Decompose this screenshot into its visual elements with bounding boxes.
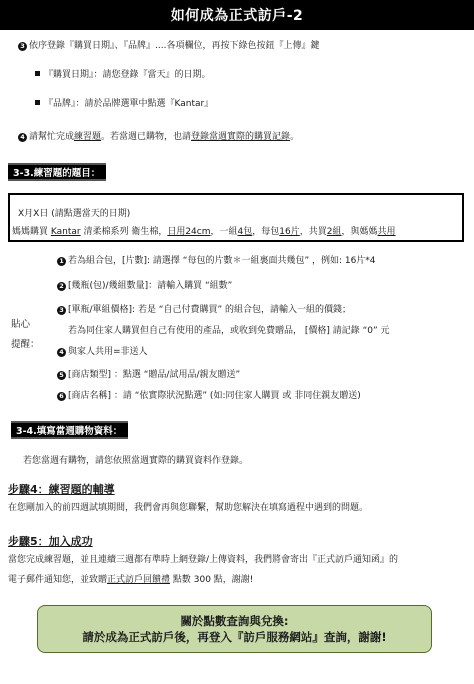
ex-i: ，共買 (299, 227, 327, 237)
bullet-square-icon (35, 100, 40, 105)
ex-g: ，每包 (252, 227, 280, 237)
page-title: 如何成為正式訪戶-2 (0, 0, 474, 30)
point4-practice-link: 練習題 (74, 132, 102, 142)
number-2-icon: 2 (57, 282, 66, 291)
tip-3b: 若為同住家人購買但自己有使用的產品，或收到免費贈品， [價格] 請記錄 “0” 元 (68, 326, 390, 336)
tip-1 (57, 255, 376, 268)
step3-intro (18, 40, 319, 53)
section-3-3-label: 3-3.練習題的題目： (8, 163, 106, 181)
step4-title: 步驟4：練習題的輔導 (8, 483, 115, 496)
number-5-icon: 5 (57, 371, 66, 380)
tip-5 (57, 369, 240, 382)
tip-2 (57, 280, 232, 293)
points-info-title: 關於點數查詢與兌換: (180, 613, 289, 628)
bullet-purchase-date (35, 69, 211, 82)
step4-text: 在您剛加入的前四週試填期間，我們會再與您聯繫，幫助您解決在填寫過程中遇到的問題。 (8, 503, 369, 513)
step5-text-1: 當您完成練習題，並且連續三週都有準時上網登錄/上傳資料，我們將會寄出『正式訪戶通知函』的 (8, 555, 399, 565)
ex-shared: 共用 (377, 227, 396, 237)
bullet-purchase-date-text: 『購買日期』：請您登錄『當天』的日期。 (44, 70, 211, 80)
step3-point4 (18, 131, 299, 144)
ex-e: ，一組 (210, 227, 238, 237)
number-3-icon: 3 (57, 306, 66, 315)
point4-record-link: 登錄當週實際的購買記錄 (191, 132, 291, 142)
tip-3-text: [單瓶/單組價格]: 若是 “自己付費購買” 的組合包，請輸入一組的價錢； (68, 305, 351, 315)
tip-6-text: [商店名稱] ：請 “依實際狀況點選” (如:同住家人購買 或 非同住親友贈送) (68, 391, 361, 401)
step5-title: 步驟5：加入成功 (8, 535, 93, 548)
step5-text-2a: 電子郵件通知您，並致贈 (8, 575, 108, 585)
number-3-icon: 3 (18, 42, 27, 51)
tip-2-text: [幾瓶(包)/幾組數量]：請輸入購買 “組數” (68, 281, 233, 291)
tips-label-2: 提醒： (11, 339, 40, 350)
tip-4-text: 與家人共用=非送人 (68, 347, 148, 357)
points-info-text: 請於成為正式訪戶後，再登入『訪戶服務網站』查詢，謝謝! (82, 629, 387, 644)
section-3-4-text: 若您當週有購物，請您依照當週實際的購買資料作登錄。 (23, 456, 249, 466)
tip-1-text: 若為組合包，[片數]: 請選擇 “每包的片數＊一組裏面共幾包” ，例如: 16片*4 (68, 256, 376, 266)
point4-text-c: 。 (290, 132, 300, 142)
number-1-icon: 1 (57, 257, 66, 266)
step3-intro-text: 依序登錄『購買日期』、『品牌』....各項欄位，再按下綠色按鈕『上傳』鍵 (29, 41, 320, 51)
bullet-brand (35, 98, 213, 111)
ex-k: ，與媽媽 (341, 227, 378, 237)
number-6-icon: 6 (57, 392, 66, 401)
example-box (8, 193, 464, 242)
step5-gift: 正式訪戶回饋禮 (107, 575, 171, 585)
step5-text-2c: 點數 300 點，謝謝! (170, 575, 254, 585)
point4-text-a: 請幫忙完成 (29, 132, 75, 142)
ex-packs: 4包 (237, 227, 253, 237)
ex-sets: 2組 (326, 227, 342, 237)
number-4-icon: 4 (57, 348, 66, 357)
tip-3 (57, 304, 351, 317)
point4-text-b: 。若當週已購物，也請 (101, 132, 192, 142)
tip-5-text: [商店類型] ：點選 “贈品/試用品/親友贈送” (68, 370, 241, 380)
section-3-4-label: 3-4.填寫當週購物資料： (11, 421, 128, 439)
example-line1: X月X日 (請點選當天的日期) (18, 209, 131, 219)
step5-text-2 (8, 574, 253, 587)
ex-size: 日用24cm (167, 227, 211, 237)
bullet-brand-text: 『品牌』：請於品牌選單中點選『Kantar』 (44, 99, 214, 109)
tip-4 (57, 346, 148, 359)
number-4-icon: 4 (18, 133, 27, 142)
bullet-square-icon (35, 71, 40, 76)
tips-label-1: 貼心 (11, 319, 31, 330)
tip-6 (57, 390, 361, 403)
ex-c: 清柔棉系列 衛生棉， (80, 227, 168, 237)
ex-a: 媽媽購買 (12, 227, 51, 237)
points-info-box (37, 605, 432, 653)
ex-pieces: 16片 (279, 227, 300, 237)
ex-brand: Kantar (50, 227, 81, 237)
example-line2 (12, 226, 396, 239)
